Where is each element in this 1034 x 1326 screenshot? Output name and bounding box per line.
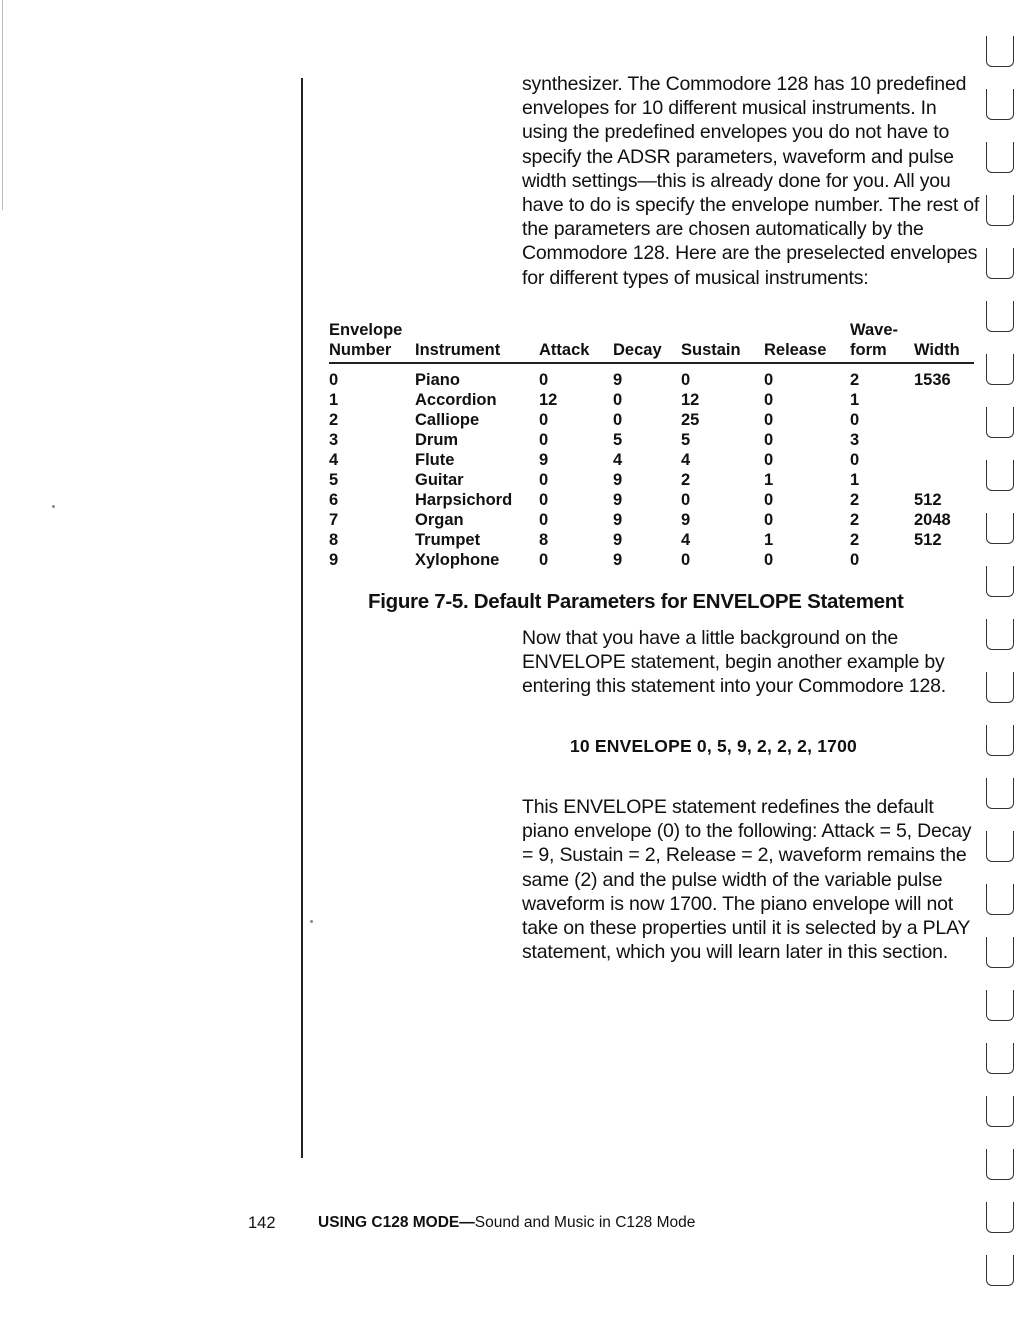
table-header-instrument: Instrument — [415, 340, 539, 363]
table-cell-sustain: 9 — [681, 511, 691, 529]
table-cell-sustain: 12 — [681, 391, 700, 409]
binding-hole — [986, 1255, 1014, 1286]
table-cell-instrument: Accordion — [415, 391, 497, 409]
table-cell-instrument: Organ — [415, 511, 464, 529]
table-header-top-attack — [539, 320, 613, 340]
table-cell-attack: 0 — [539, 511, 549, 529]
binding-hole — [986, 142, 1014, 173]
table-cell-decay: 9 — [613, 491, 623, 509]
table-cell-release: 0 — [764, 451, 774, 469]
table-cell-attack: 0 — [539, 411, 549, 429]
binding-hole — [986, 884, 1014, 915]
table-row — [329, 510, 974, 530]
table-cell-attack: 0 — [539, 491, 549, 509]
table-cell-decay: 4 — [613, 451, 623, 469]
table-cell-instrument: Piano — [415, 371, 460, 389]
running-head-bold: USING C128 MODE— — [318, 1214, 475, 1231]
table-cell-sustain: 0 — [681, 371, 691, 389]
table-header-width: Width — [914, 340, 974, 363]
binding-hole — [986, 407, 1014, 438]
table-cell-sustain: 4 — [681, 451, 691, 469]
table-cell-instrument: Drum — [415, 431, 459, 449]
table-cell-waveform: 0 — [850, 451, 860, 469]
table-cell-decay: 9 — [613, 531, 623, 549]
table-row — [329, 550, 974, 570]
binding-hole — [986, 36, 1014, 67]
running-head — [318, 1214, 695, 1232]
binding-hole — [986, 89, 1014, 120]
binding-holes — [980, 28, 1020, 1298]
table-cell-width — [914, 390, 974, 410]
binding-hole — [986, 460, 1014, 491]
table-cell-width — [914, 550, 974, 570]
table-cell-attack: 8 — [539, 531, 549, 549]
table-cell-number: 9 — [329, 551, 339, 569]
table-header-row-top — [329, 320, 974, 340]
table-cell-number: 3 — [329, 431, 339, 449]
after-paragraph: Now that you have a little background on the ENVELOPE statement, begin another example by entering this statement into your Commodore 128. — [522, 627, 946, 698]
table-cell-waveform: 1 — [850, 471, 860, 489]
table-header-top-instrument — [415, 320, 539, 340]
table-cell-width: 1536 — [914, 371, 951, 389]
table-cell-decay: 9 — [613, 371, 623, 389]
table-cell-attack: 0 — [539, 371, 549, 389]
binding-hole — [986, 566, 1014, 597]
binding-hole — [986, 831, 1014, 862]
code-line: 10 ENVELOPE 0, 5, 9, 2, 2, 2, 1700 — [570, 736, 857, 756]
table-cell-instrument: Harpsichord — [415, 491, 513, 509]
binding-hole — [986, 1202, 1014, 1233]
binding-hole — [986, 301, 1014, 332]
page-number: 142 — [248, 1214, 276, 1232]
table-row — [329, 390, 974, 410]
table-cell-attack: 9 — [539, 451, 549, 469]
table-cell-width: 512 — [914, 491, 942, 509]
table-cell-width — [914, 450, 974, 470]
table-header-sustain: Sustain — [681, 340, 764, 363]
table-cell-decay: 5 — [613, 431, 623, 449]
table-cell-decay: 9 — [613, 511, 623, 529]
running-head-rest: Sound and Music in C128 Mode — [474, 1214, 696, 1231]
table-row — [329, 470, 974, 490]
table-cell-release: 1 — [764, 471, 774, 489]
table-cell-width — [914, 410, 974, 430]
envelope-table — [329, 320, 974, 570]
table-cell-instrument: Calliope — [415, 411, 480, 429]
binding-hole — [986, 937, 1014, 968]
table-cell-waveform: 0 — [850, 411, 860, 429]
table-cell-release: 0 — [764, 411, 774, 429]
table-cell-number: 6 — [329, 491, 339, 509]
table-cell-waveform: 0 — [850, 551, 860, 569]
binding-hole — [986, 619, 1014, 650]
table-header-decay: Decay — [613, 340, 681, 363]
binding-hole — [986, 1043, 1014, 1074]
speck-mark — [52, 505, 55, 508]
table-header-waveform: form — [850, 340, 914, 363]
figure-caption: Figure 7-5. Default Parameters for ENVELOPE Statement — [368, 590, 904, 613]
binding-hole — [986, 672, 1014, 703]
table-body — [329, 363, 974, 570]
table-header-row — [329, 340, 974, 363]
table-cell-number: 5 — [329, 471, 339, 489]
table-cell-attack: 0 — [539, 431, 549, 449]
table-header-top-decay — [613, 320, 681, 340]
table-cell-width — [914, 470, 974, 490]
table-cell-width: 512 — [914, 531, 942, 549]
table-cell-release: 1 — [764, 531, 774, 549]
table-cell-decay: 9 — [613, 551, 623, 569]
table-cell-waveform: 2 — [850, 531, 860, 549]
table-row — [329, 410, 974, 430]
margin-rule — [301, 78, 303, 1158]
table-header-top-waveform: Wave- — [850, 321, 898, 339]
binding-hole — [986, 725, 1014, 756]
binding-hole — [986, 1096, 1014, 1127]
table-header-attack: Attack — [539, 340, 613, 363]
table-cell-waveform: 2 — [850, 371, 860, 389]
table-cell-sustain: 4 — [681, 531, 691, 549]
table-cell-decay: 0 — [613, 391, 623, 409]
table-cell-sustain: 5 — [681, 431, 691, 449]
intro-paragraph: synthesizer. The Commodore 128 has 10 predefined envelopes for 10 different musical instruments. In using the predefined envelopes you do not have to specify the ADSR parameters, waveform and pulse width settings—this is already done for you. All you have to do is specify the envelope number. The rest of the parameters are chosen automatically by the Commodore 128. Here are the preselected envelopes for different types of musical instruments: — [522, 73, 980, 289]
table-cell-waveform: 2 — [850, 491, 860, 509]
explanation-paragraph: This ENVELOPE statement redefines the default piano envelope (0) to the following: Attack = 5, Decay = 9, Sustain = 2, Release = 2, waveform remains the same (2) and the pulse width of the variable pulse waveform is now 1700. The piano envelope will not take on these properties until it is selected by a PLAY statement, which you will learn later in this section. — [522, 796, 972, 964]
table-row — [329, 430, 974, 450]
table-cell-release: 0 — [764, 551, 774, 569]
table-cell-number: 2 — [329, 411, 339, 429]
binding-hole — [986, 778, 1014, 809]
table-header-top-number: Envelope — [329, 321, 403, 339]
table-cell-instrument: Trumpet — [415, 531, 481, 549]
speck-mark — [310, 920, 313, 923]
table-cell-instrument: Xylophone — [415, 551, 500, 569]
table-cell-instrument: Guitar — [415, 471, 464, 489]
table-row — [329, 363, 974, 390]
table-cell-width: 2048 — [914, 511, 951, 529]
table-cell-decay: 0 — [613, 411, 623, 429]
table-cell-release: 0 — [764, 391, 774, 409]
table-header-top-sustain — [681, 320, 764, 340]
table-header-top-release — [764, 320, 850, 340]
table-row — [329, 530, 974, 550]
table-cell-sustain: 25 — [681, 411, 700, 429]
table-cell-waveform: 2 — [850, 511, 860, 529]
binding-hole — [986, 990, 1014, 1021]
table-cell-width — [914, 430, 974, 450]
table-cell-waveform: 1 — [850, 391, 860, 409]
table-cell-number: 4 — [329, 451, 339, 469]
table-cell-attack: 0 — [539, 471, 549, 489]
binding-hole — [986, 513, 1014, 544]
binding-hole — [986, 248, 1014, 279]
table-cell-release: 0 — [764, 491, 774, 509]
table-header-number: Number — [329, 340, 415, 363]
table-cell-release: 0 — [764, 511, 774, 529]
table-cell-release: 0 — [764, 371, 774, 389]
table-row — [329, 490, 974, 510]
table-cell-sustain: 2 — [681, 471, 691, 489]
table-cell-instrument: Flute — [415, 451, 455, 469]
table-cell-number: 8 — [329, 531, 339, 549]
table-cell-attack: 12 — [539, 391, 558, 409]
table-row — [329, 450, 974, 470]
table-cell-number: 1 — [329, 391, 339, 409]
binding-hole — [986, 195, 1014, 226]
table-cell-number: 0 — [329, 371, 339, 389]
binding-hole — [986, 1149, 1014, 1180]
table-cell-attack: 0 — [539, 551, 549, 569]
table-cell-sustain: 0 — [681, 491, 691, 509]
page-edge-line — [2, 0, 3, 210]
table-cell-waveform: 3 — [850, 431, 860, 449]
binding-hole — [986, 354, 1014, 385]
table-cell-release: 0 — [764, 431, 774, 449]
table-cell-sustain: 0 — [681, 551, 691, 569]
table-cell-decay: 9 — [613, 471, 623, 489]
table-cell-number: 7 — [329, 511, 339, 529]
table-header-top-width — [914, 320, 974, 340]
table-header-release: Release — [764, 340, 850, 363]
